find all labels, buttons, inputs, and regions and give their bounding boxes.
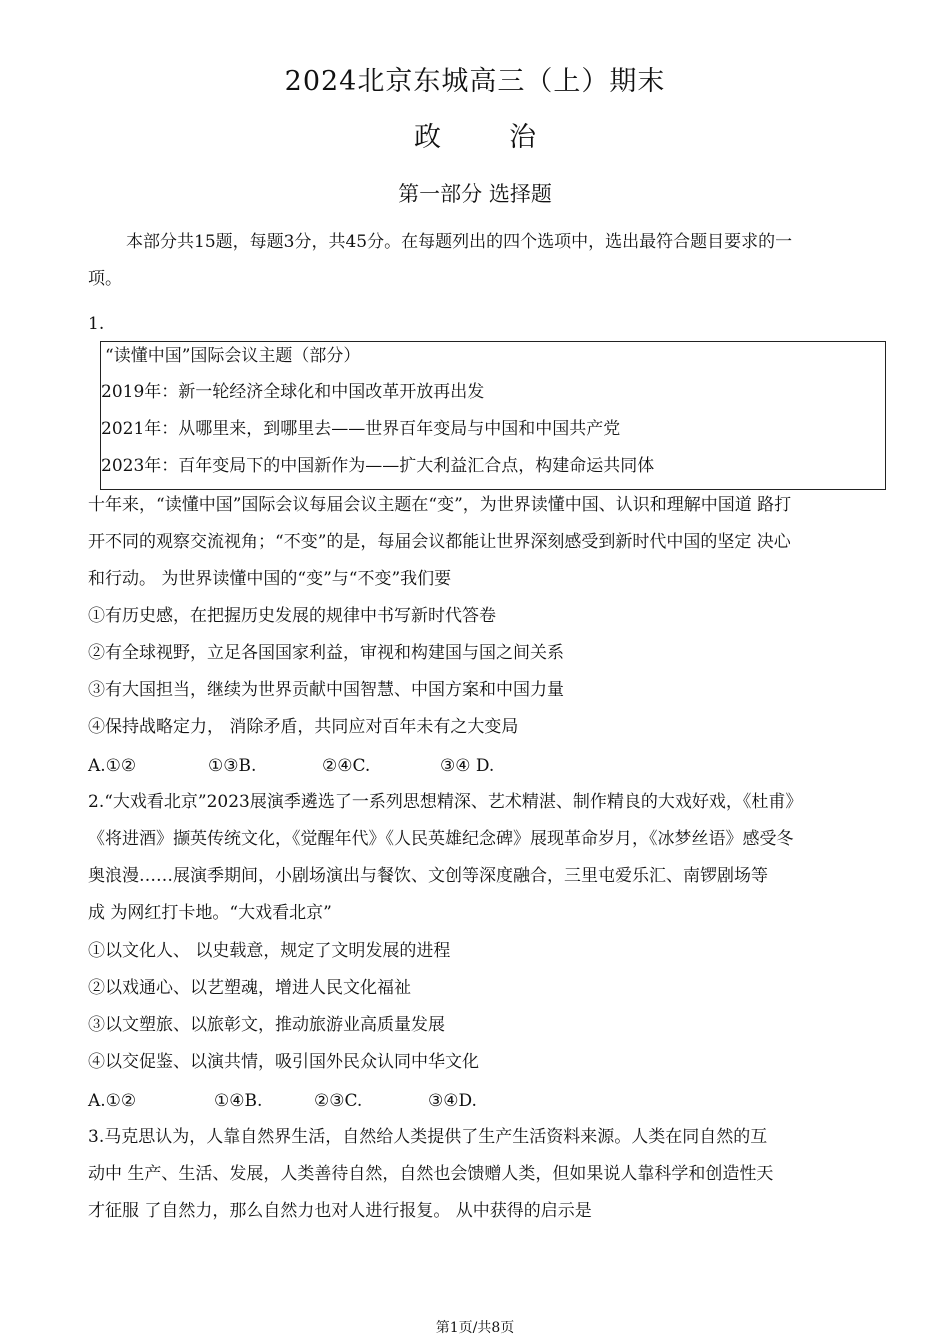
- q2-stem-line: 成 为网红打卡地。“大戏看北京”: [88, 903, 332, 923]
- subject-char: 治: [509, 122, 536, 153]
- q1-stem-line: 十年来，“读懂中国”国际会议每届会议主题在“变”，为世界读懂中国、认识和理解中国道 路打: [88, 495, 792, 515]
- box-line: 2023年：百年变局下的中国新作为——扩大利益汇合点，构建命运共同体: [101, 456, 655, 476]
- q2-item: ②以戏通心、以艺塑魂，增进人民文化福祉: [88, 978, 411, 998]
- section-heading: 第一部分 选择题: [398, 182, 552, 206]
- page-footer: 第1页/共8页: [435, 1320, 515, 1336]
- question-number: 1.: [88, 314, 105, 334]
- box-line: 2019年：新一轮经济全球化和中国改革开放再出发: [101, 382, 485, 402]
- q1-item: ③有大国担当，继续为世界贡献中国智慧、中国方案和中国力量: [88, 680, 564, 700]
- option-a: A.①②: [88, 756, 137, 776]
- option-d: ③④D.: [428, 1091, 477, 1111]
- q2-stem-line: 《将进酒》撷英传统文化，《觉醒年代》《人民英雄纪念碑》展现革命岁月，《冰梦丝语》感受冬: [88, 829, 794, 849]
- q3-stem-line: 才征服 了自然力，那么自然力也对人进行报复。 从中获得的启示是: [88, 1201, 592, 1221]
- q1-stem-line: 开不同的观察交流视角；“不变”的是，每届会议都能让世界深刻感受到新时代中国的坚定 决心: [88, 532, 791, 552]
- q2-item: ④以交促鉴、以演共情，吸引国外民众认同中华文化: [88, 1052, 479, 1072]
- q1-item: ②有全球视野，立足各国国家利益，审视和构建国与国之间关系: [88, 643, 564, 663]
- option-b: ①③B.: [208, 756, 257, 776]
- subject-title: [0, 118, 950, 158]
- q1-item: ④保持战略定力， 消除矛盾，共同应对百年未有之大变局: [88, 717, 519, 737]
- box-line: 2021年：从哪里来，到哪里去——世界百年变局与中国和中国共产党: [101, 419, 621, 439]
- q2-stem-line: 奥浪漫……展演季期间，小剧场演出与餐饮、文创等深度融合，三里屯爱乐汇、南锣剧场等: [88, 866, 768, 886]
- subject-char: 政: [414, 122, 441, 153]
- q3-stem-line: 3.马克思认为，人靠自然界生活，自然给人类提供了生产生活资料来源。人类在同自然的互: [88, 1127, 768, 1147]
- option-b: ①④B.: [214, 1091, 263, 1111]
- q2-item: ③以文塑旅、以旅彰文，推动旅游业高质量发展: [88, 1015, 445, 1035]
- theme-box: [100, 341, 886, 490]
- box-line: “读懂中国”国际会议主题（部分）: [105, 346, 361, 366]
- option-c: ②③C.: [314, 1091, 363, 1111]
- intro-line: 本部分共15题，每题3分，共45分。在每题列出的四个选项中，选出最符合题目要求的一: [126, 232, 793, 252]
- option-d: ③④ D.: [440, 756, 495, 776]
- q2-item: ①以文化人、 以史载意，规定了文明发展的进程: [88, 941, 451, 961]
- intro-line: 项。: [88, 269, 122, 289]
- q1-item: ①有历史感，在把握历史发展的规律中书写新时代答卷: [88, 606, 496, 626]
- q1-stem-line: 和行动。 为世界读懂中国的“变”与“不变”我们要: [88, 569, 452, 589]
- q2-stem-line: 2.“大戏看北京”2023展演季遴选了一系列思想精深、艺术精湛、制作精良的大戏好戏，《杜甫》: [88, 792, 803, 812]
- option-a: A.①②: [88, 1091, 137, 1111]
- page-title: 2024北京东城高三（上）期末: [284, 66, 666, 97]
- option-c: ②④C.: [322, 756, 371, 776]
- q3-stem-line: 动中 生产、生活、发展，人类善待自然，自然也会馈赠人类，但如果说人靠科学和创造性天: [88, 1164, 774, 1184]
